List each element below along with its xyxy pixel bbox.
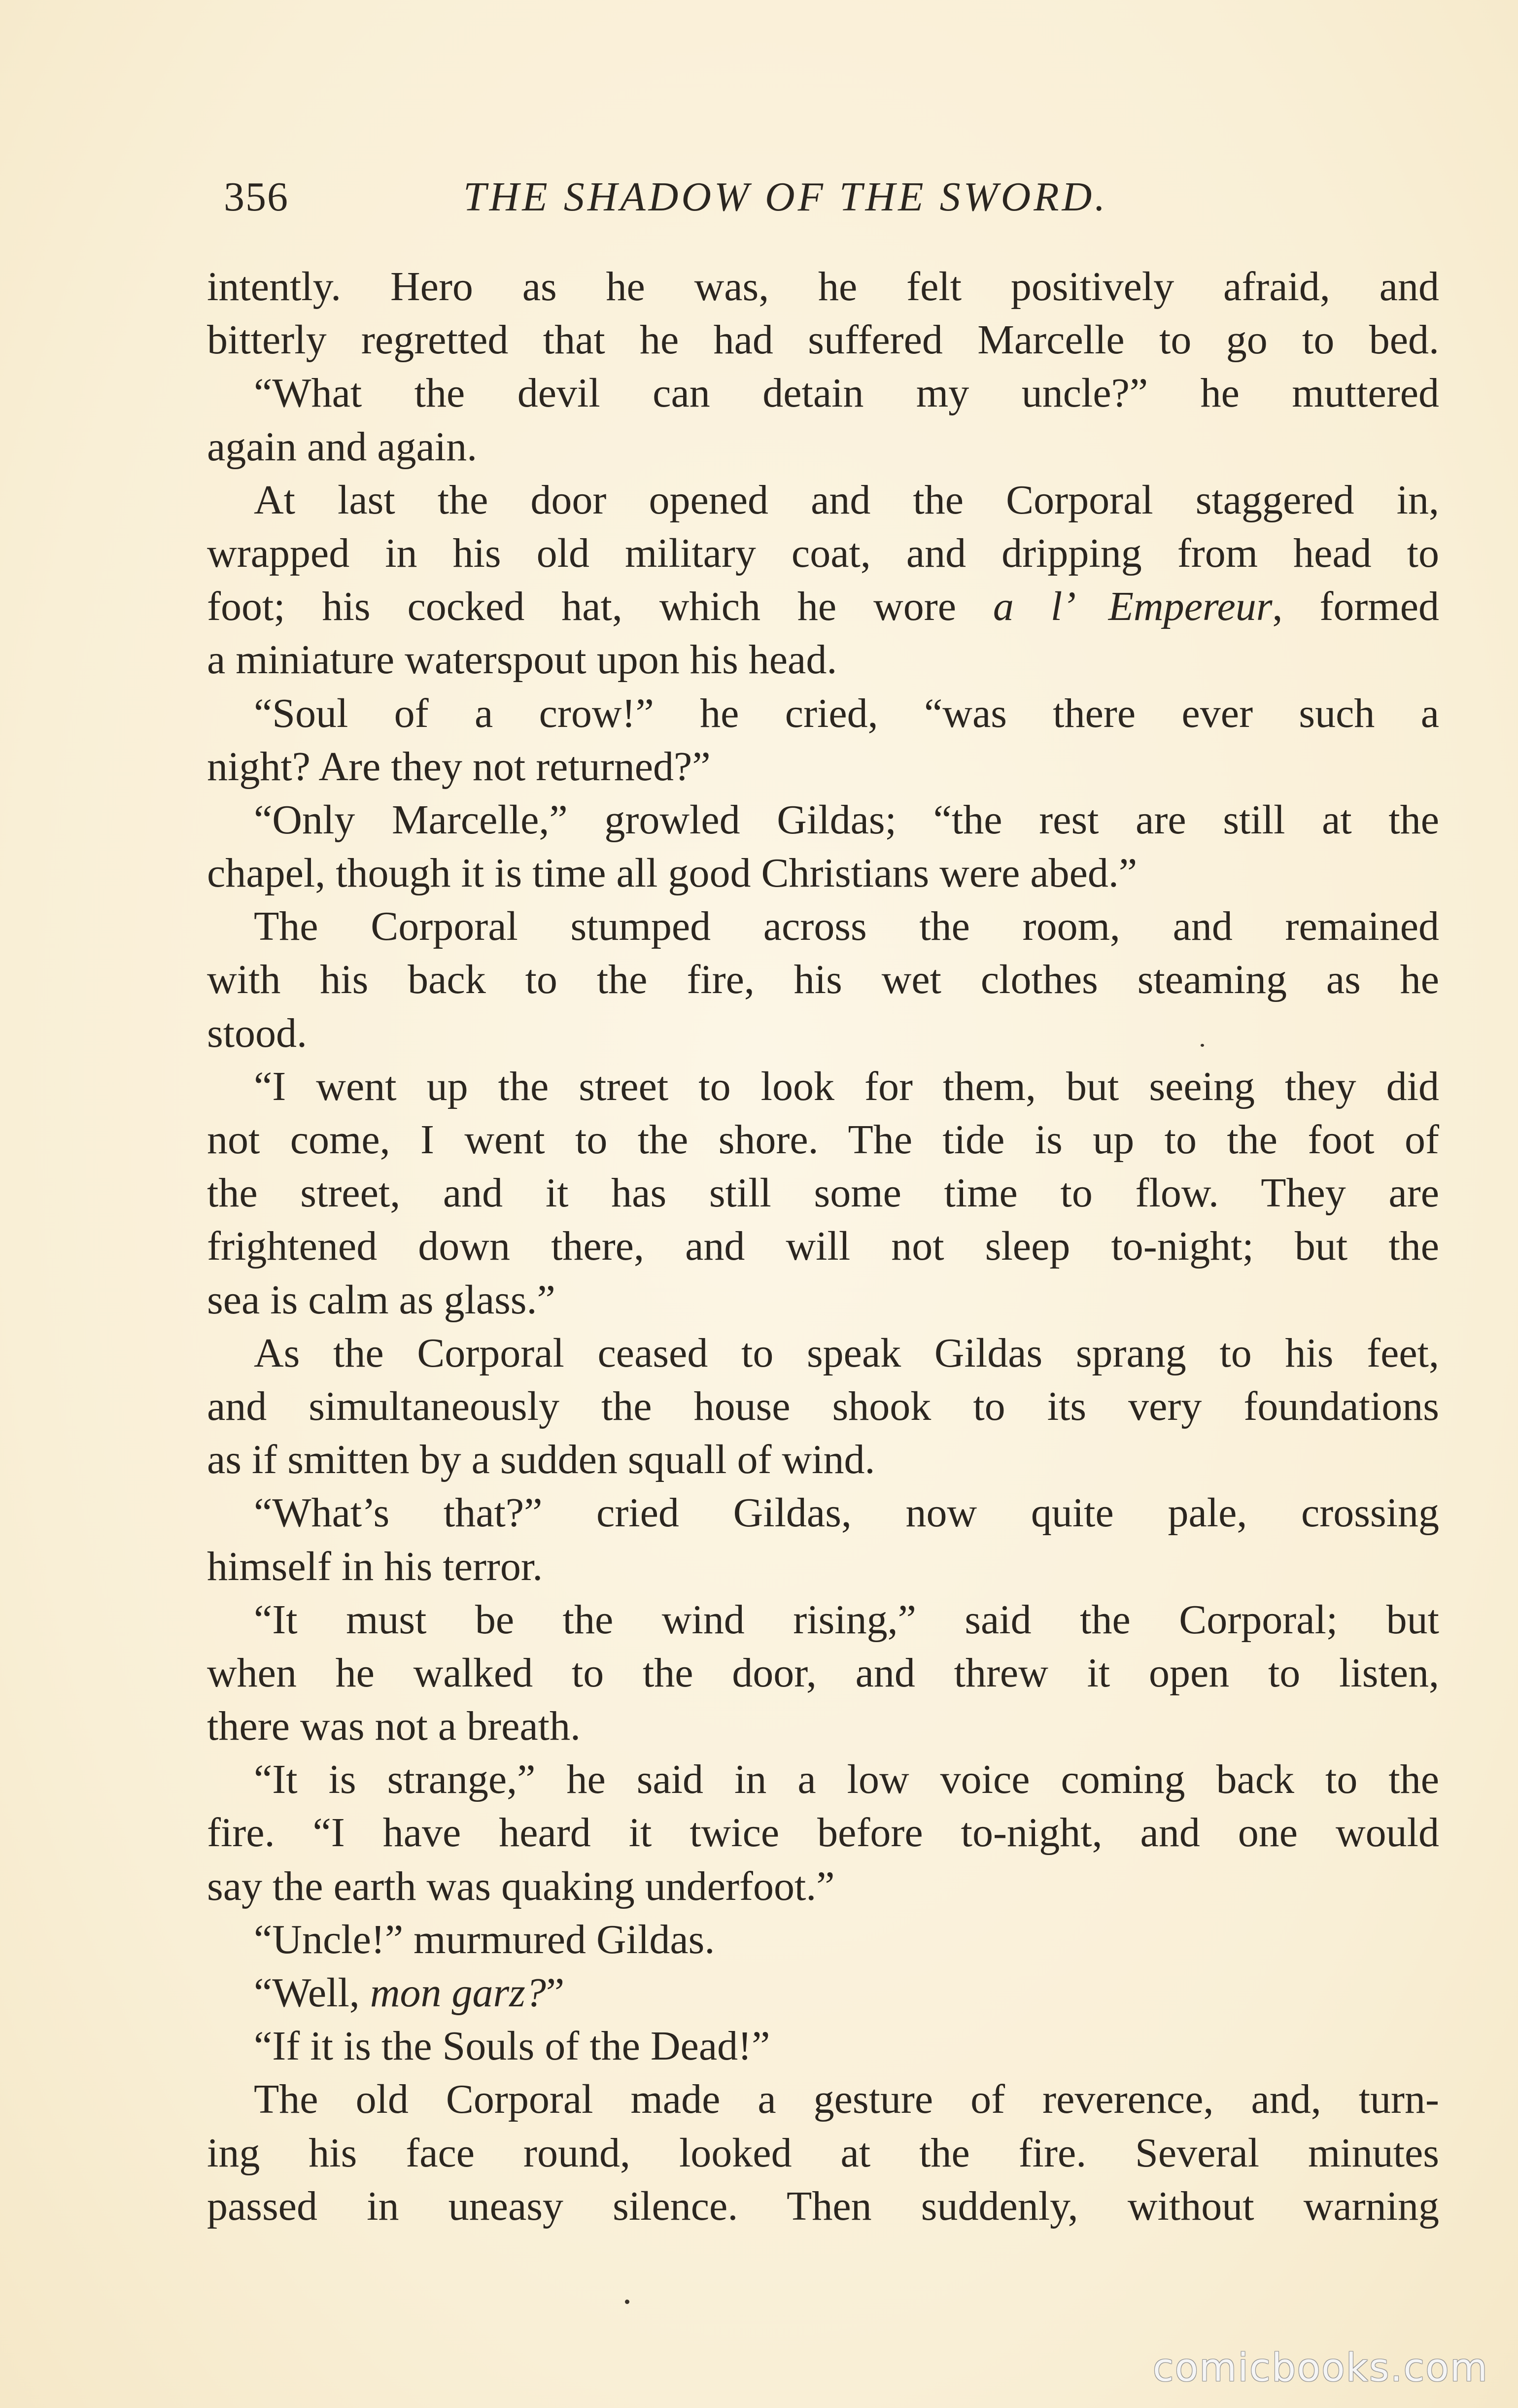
text-line: and simultaneously the house shook to its very foundations	[207, 1383, 1439, 1429]
text-line: “It is strange,” he said in a low voice coming back to the	[254, 1756, 1439, 1803]
ink-speck	[1201, 1044, 1204, 1047]
italic-phrase: mon garz?	[370, 1970, 546, 2016]
text-line: a miniature waterspout upon his head.	[207, 637, 837, 683]
text-line: again and again.	[207, 423, 478, 470]
text-line: bitterly regretted that he had suffered Marcelle to go to bed.	[207, 317, 1439, 363]
ink-speck	[625, 2300, 629, 2304]
text-line: “Soul of a crow!” he cried, “was there ever such a	[254, 690, 1439, 736]
text-line: with his back to the fire, his wet clothes steaming as he	[207, 957, 1439, 1003]
text-line: sea is calm as glass.”	[207, 1276, 555, 1323]
text-line: say the earth was quaking underfoot.”	[207, 1863, 835, 1909]
text-line: stood.	[207, 1010, 308, 1056]
text-fragment: foot; his cocked hat, which he wore	[207, 584, 957, 630]
page-header	[207, 165, 1439, 229]
text-line: “What the devil can detain my uncle?” he muttered	[254, 370, 1439, 416]
text-line: not come, I went to the shore. The tide is up to the foot of	[207, 1117, 1439, 1163]
body-text	[207, 260, 1439, 2233]
text-fragment: , formed	[1272, 584, 1439, 630]
text-fragment: ”	[546, 1970, 565, 2016]
italic-phrase: a l’ Empereur	[993, 584, 1273, 630]
text-line: himself in his terror.	[207, 1543, 543, 1589]
text-line: there was not a breath.	[207, 1703, 581, 1750]
text-line: fire. “I have heard it twice before to-night, and one would	[207, 1810, 1439, 1856]
text-line: “What’s that?” cried Gildas, now quite pale, crossing	[254, 1490, 1439, 1536]
text-line: frightened down there, and will not sleep to-night; but the	[207, 1223, 1439, 1270]
text-line-mixed	[207, 580, 1439, 633]
text-line: “Uncle!” murmured Gildas.	[254, 1916, 715, 1962]
text-line: At last the door opened and the Corporal staggered in,	[254, 477, 1439, 523]
text-line: wrapped in his old military coat, and dripping from head to	[207, 530, 1439, 576]
text-line-mixed	[207, 1966, 1439, 2020]
text-line: when he walked to the door, and threw it open to listen,	[207, 1650, 1439, 1696]
text-line: The old Corporal made a gesture of reverence, and, turn-	[254, 2076, 1439, 2123]
running-title: THE SHADOW OF THE SWORD.	[463, 174, 1108, 220]
text-line: “Only Marcelle,” growled Gildas; “the rest are still at the	[254, 796, 1439, 843]
text-line: “I went up the street to look for them, but seeing they did	[254, 1063, 1439, 1109]
text-line: chapel, though it is time all good Christians were abed.”	[207, 850, 1138, 896]
watermark-text: comicbooks.com	[1152, 2346, 1488, 2390]
text-line: passed in uneasy silence. Then suddenly, without warning	[207, 2183, 1439, 2229]
page-number: 356	[224, 174, 289, 220]
text-line: night? Are they not returned?”	[207, 743, 711, 790]
text-line: The Corporal stumped across the room, and remained	[254, 903, 1439, 950]
text-line: “It must be the wind rising,” said the Corporal; but	[254, 1596, 1439, 1643]
text-line: as if smitten by a sudden squall of wind.	[207, 1437, 875, 1483]
text-line: As the Corporal ceased to speak Gildas sprang to his feet,	[254, 1330, 1439, 1376]
text-line: the street, and it has still some time to flow. They are	[207, 1170, 1439, 1216]
text-line: ing his face round, looked at the fire. Several minutes	[207, 2130, 1439, 2176]
text-fragment: “Well,	[254, 1970, 360, 2016]
text-line: intently. Hero as he was, he felt positively afraid, and	[207, 264, 1439, 310]
text-line: “If it is the Souls of the Dead!”	[254, 2023, 770, 2069]
